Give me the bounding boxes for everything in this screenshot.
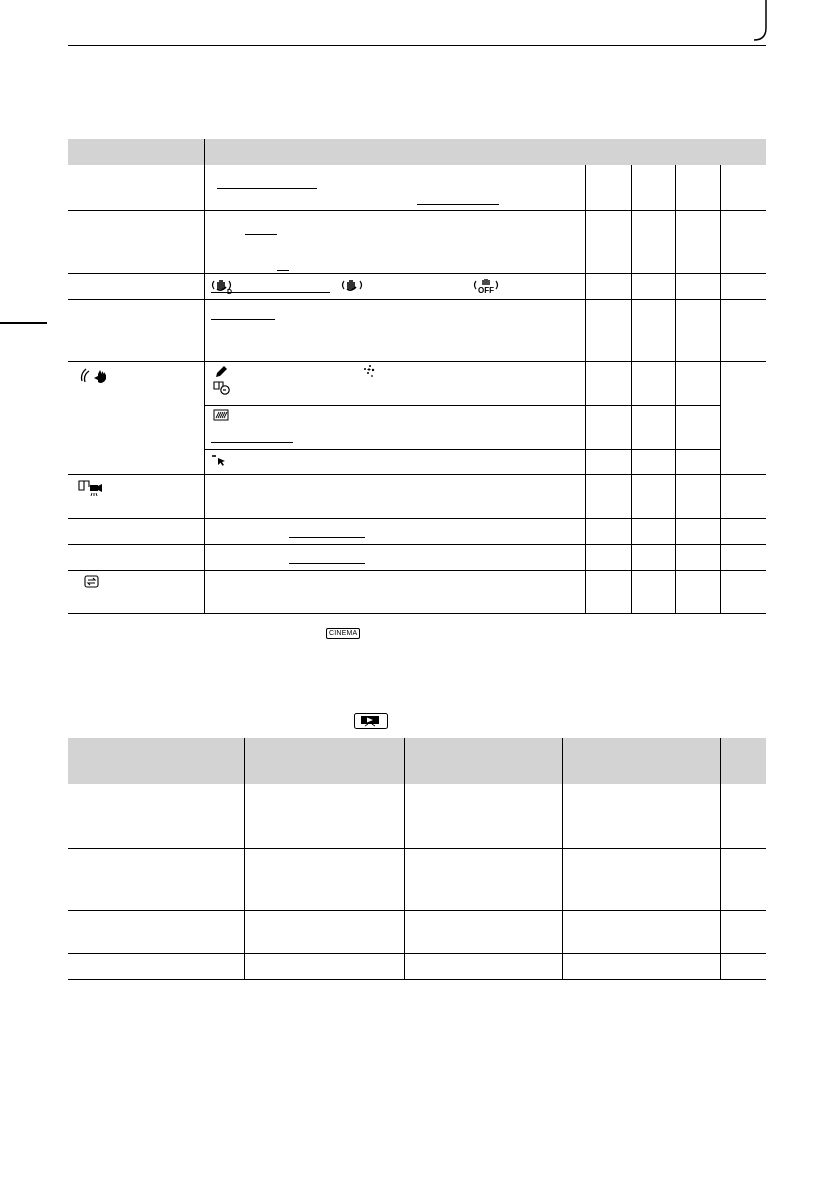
mode-cell (585, 544, 631, 570)
mode-cell (675, 273, 720, 299)
value-cell (404, 910, 562, 953)
page-ref-cell (720, 361, 766, 474)
default-underline (211, 433, 293, 443)
default-underline (277, 261, 289, 271)
table-row (68, 299, 766, 361)
mode-cell (631, 273, 675, 299)
table-row (68, 784, 766, 848)
mode-cell (631, 449, 675, 474)
mode-cell (585, 299, 631, 361)
table-row (68, 953, 766, 979)
mode-cell (675, 474, 720, 518)
mode-cell (631, 405, 675, 449)
default-underline (245, 225, 277, 235)
setting-options-cell (204, 518, 585, 544)
mode-cell (631, 361, 675, 405)
setting-options-cell (204, 544, 585, 570)
mode-cell (675, 405, 720, 449)
touch-gesture-icon (78, 366, 112, 384)
default-underline (217, 179, 317, 189)
page-ref-cell (720, 165, 766, 210)
page-ref-cell (720, 299, 766, 361)
mode-cell (675, 544, 720, 570)
header-cell (68, 738, 244, 784)
mode-cell (631, 165, 675, 210)
table-row (68, 910, 766, 953)
menu-item-cell (68, 570, 204, 613)
top-rule (68, 45, 766, 46)
zebra-pattern-icon (213, 409, 229, 421)
default-underline (289, 528, 365, 538)
mode-cell (585, 518, 631, 544)
table-header-row (68, 139, 766, 165)
table-row (68, 570, 766, 613)
menu-item-cell (68, 210, 204, 273)
menu-item-cell (68, 361, 204, 474)
mode-cell (631, 210, 675, 273)
value-cell (404, 784, 562, 848)
header-cell (404, 738, 562, 784)
header-cell (562, 738, 720, 784)
cinema-mode-badge: CINEMA (326, 628, 360, 639)
header-cell (68, 139, 204, 165)
mode-cell (585, 273, 631, 299)
table-row (68, 361, 766, 405)
mode-cell (631, 544, 675, 570)
page-ref-cell (720, 910, 766, 953)
table-row (68, 518, 766, 544)
mode-cell (585, 165, 631, 210)
svg-text:OFF: OFF (477, 285, 494, 294)
svg-text:D: D (226, 288, 232, 294)
rotate-playback-icon (84, 575, 102, 589)
mode-cell (675, 570, 720, 613)
mode-cell (675, 449, 720, 474)
page-ref-cell (720, 518, 766, 544)
table-row (68, 165, 766, 210)
mode-cell (585, 210, 631, 273)
setting-options-cell (204, 449, 585, 474)
header-cell (720, 139, 766, 165)
table-row (68, 210, 766, 273)
setting-options-cell (204, 273, 585, 299)
menu-item-cell (68, 784, 244, 848)
menu-item-cell (68, 165, 204, 210)
mode-cell (631, 518, 675, 544)
movie-playback-mode-icon (354, 713, 388, 729)
value-cell (404, 953, 562, 979)
default-underline (417, 195, 499, 205)
page-ref-cell (720, 784, 766, 848)
mode-cell (675, 165, 720, 210)
mode-cell (585, 449, 631, 474)
setting-options-cell (204, 165, 585, 210)
menu-item-cell (68, 299, 204, 361)
default-underline (289, 554, 365, 564)
story-timer-icon (213, 380, 231, 396)
table-row (68, 544, 766, 570)
value-cell (244, 953, 404, 979)
header-cell (720, 738, 766, 784)
value-cell (562, 953, 720, 979)
header-cell (244, 738, 404, 784)
page-ref-cell (720, 210, 766, 273)
default-underline (211, 283, 330, 293)
mode-cell (585, 361, 631, 405)
page-ref-cell (720, 474, 766, 518)
value-cell (562, 910, 720, 953)
mode-cell (675, 210, 720, 273)
setting-options-cell (204, 299, 585, 361)
menu-item-cell (68, 544, 204, 570)
playback-settings-table (68, 738, 766, 980)
default-underline (211, 310, 275, 320)
page-ref-cell (720, 544, 766, 570)
value-cell (562, 784, 720, 848)
side-tab-marker (0, 322, 47, 324)
mode-cell (675, 361, 720, 405)
value-cell (244, 848, 404, 910)
table-header-row (68, 738, 766, 784)
header-cell (675, 139, 720, 165)
cursor-select-icon (211, 454, 227, 466)
story-camera-icon (78, 479, 104, 497)
standard-image-stabilizer-icon (341, 278, 363, 292)
menu-item-cell (68, 474, 204, 518)
header-cell (631, 139, 675, 165)
page-ref-cell (720, 848, 766, 910)
value-cell (562, 848, 720, 910)
mode-cell (675, 299, 720, 361)
menu-item-cell (68, 910, 244, 953)
value-cell (244, 784, 404, 848)
table-row (68, 273, 766, 299)
mode-cell (631, 299, 675, 361)
setting-options-cell (204, 570, 585, 613)
settings-table (68, 139, 766, 614)
mode-cell (631, 570, 675, 613)
value-cell (244, 910, 404, 953)
mode-cell (585, 570, 631, 613)
mode-cell (675, 518, 720, 544)
setting-options-cell (204, 210, 585, 273)
mode-cell (631, 474, 675, 518)
header-cell (585, 139, 631, 165)
menu-item-cell (68, 518, 204, 544)
pencil-icon (213, 364, 229, 380)
menu-item-cell (68, 953, 244, 979)
mode-cell (585, 474, 631, 518)
setting-options-cell (204, 361, 585, 405)
setting-options-cell (204, 405, 585, 449)
page-ref-cell (720, 273, 766, 299)
menu-item-cell (68, 273, 204, 299)
value-cell (404, 848, 562, 910)
menu-item-cell (68, 848, 244, 910)
table-row (68, 848, 766, 910)
page-ref-cell (720, 570, 766, 613)
table-row (68, 474, 766, 518)
page-ref-cell (720, 953, 766, 979)
setting-options-cell (204, 474, 585, 518)
header-cell (204, 139, 585, 165)
sparkle-icon (361, 364, 377, 378)
mode-cell (585, 405, 631, 449)
image-stabilizer-off-icon (473, 278, 499, 294)
